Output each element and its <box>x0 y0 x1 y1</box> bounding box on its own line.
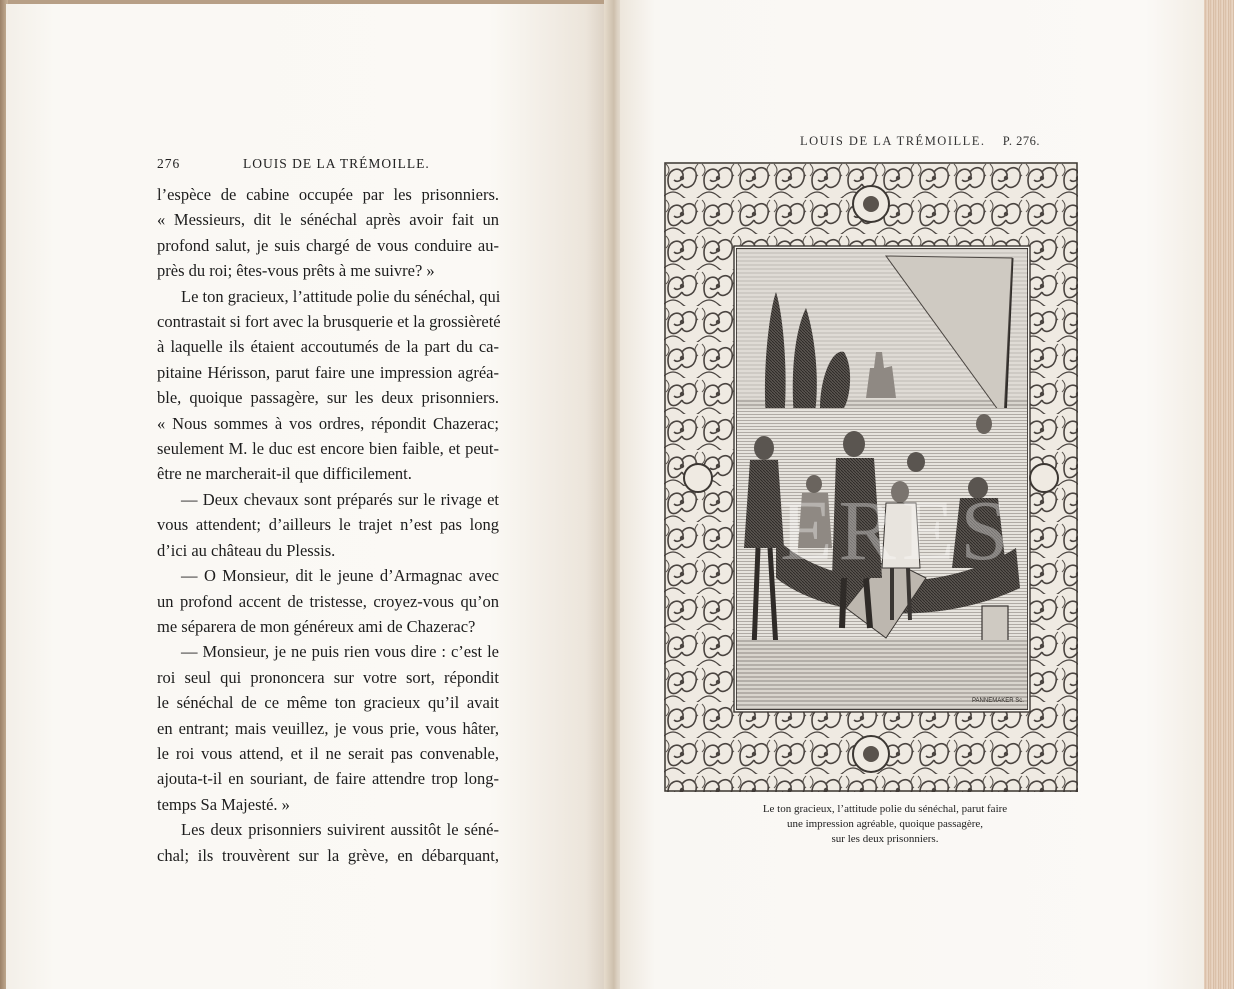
text-line: contrastait si fort avec la brusquerie et la grossièreté <box>157 312 501 332</box>
right-running-head <box>800 134 1040 152</box>
text-line: un profond accent de tristesse, croyez-vous qu’on <box>157 591 499 611</box>
text-line: l’espèce de cabine occupée par les prisonniers. <box>157 185 499 204</box>
text-line: « Messieurs, dit le sénéchal après avoir fait un <box>157 210 499 230</box>
text-line: me séparera de mon généreux ami de Chazerac? <box>157 616 476 636</box>
text-line: seulement M. le duc est encore bien faible, et peut- <box>157 439 499 459</box>
plate-page-ref: P. 276. <box>1002 134 1040 148</box>
text-line: profond salut, je suis chargé de vous conduire au- <box>157 235 499 255</box>
text-line: pitaine Hérisson, parut faire une impression agréa- <box>157 362 499 382</box>
watermark: ERES <box>780 482 1015 578</box>
text-line: près du roi; êtes-vous prêts à me suivre? » <box>157 261 435 281</box>
left-running-head <box>157 156 499 176</box>
text-line: le roi vous attend, et il ne serait pas convenable, <box>157 743 499 763</box>
engraving-illustration <box>736 248 1028 710</box>
text-line: ble, quoique passagère, sur les deux prisonniers. <box>157 388 499 408</box>
text-line: à laquelle ils étaient accoutumés de la part du ca- <box>157 337 499 357</box>
text-line: — Monsieur, je ne puis rien vous dire : c’est le <box>181 642 499 662</box>
engraver-signature: PANNEMAKER Sc. <box>972 698 1024 704</box>
text-line: — O Monsieur, dit le jeune d’Armagnac avec <box>181 566 499 586</box>
text-line: être ne marcherait-il que difficilement. <box>157 464 412 484</box>
running-title: LOUIS DE LA TRÉMOILLE. <box>243 156 430 171</box>
text-line: chal; ils trouvèrent sur la grève, en débarquant, <box>157 845 499 865</box>
text-line: temps Sa Majesté. » <box>157 794 290 814</box>
body-text <box>157 182 499 868</box>
page-fore-edge <box>1204 0 1234 989</box>
caption-line: sur les deux prisonniers. <box>831 833 939 845</box>
text-line: ajouta-t-il en souriant, de faire attendre trop long- <box>157 769 499 789</box>
text-line: le sénéchal de ce même ton gracieux qu’il avait <box>157 693 499 713</box>
text-line: vous attendent; d’ailleurs le trajet n’est pas long <box>157 515 499 535</box>
plate-caption <box>740 802 1030 847</box>
text-line: en entrant; mais veuillez, je vous prie, vous hâter, <box>157 718 499 738</box>
plate-running-title: LOUIS DE LA TRÉMOILLE. <box>800 134 986 148</box>
caption-line: une impression agréable, quoique passagère, <box>786 818 984 830</box>
text-line: Le ton gracieux, l’attitude polie du sénéchal, qui <box>181 286 501 306</box>
text-line: — Deux chevaux sont préparés sur le rivage et <box>181 489 499 509</box>
page-number: 276 <box>157 156 181 171</box>
caption-line: Le ton gracieux, l’attitude polie du sénéchal, parut faire <box>762 803 1008 815</box>
text-line: d’ici au château du Plessis. <box>157 540 336 560</box>
text-line: roi seul qui prononcera sur votre sort, répondit <box>157 667 499 687</box>
text-line: Les deux prisonniers suivirent aussitôt le séné- <box>181 820 499 840</box>
text-line: « Nous sommes à vos ordres, répondit Chazerac; <box>157 413 499 433</box>
